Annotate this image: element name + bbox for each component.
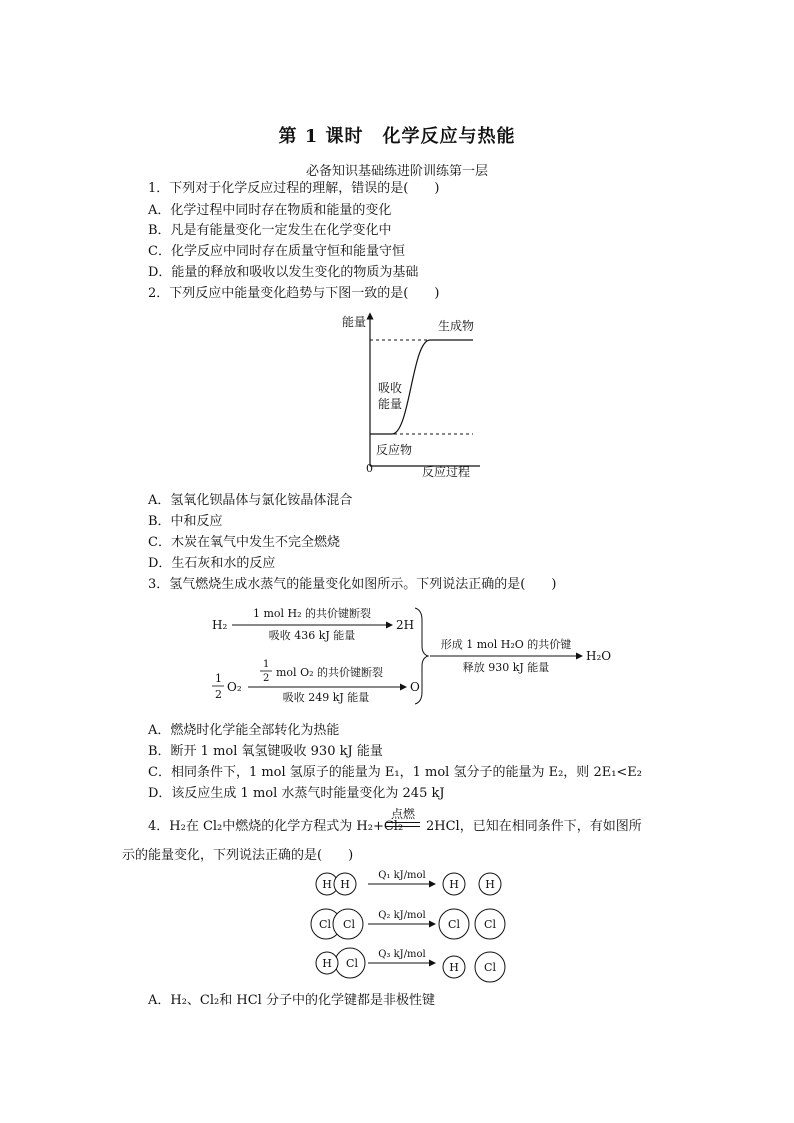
cl-atom-2-label: Cl	[343, 918, 355, 931]
o-label: O	[410, 680, 420, 694]
q3-label: Q₃ kJ/mol	[378, 949, 426, 960]
hcl-cl-atom-label: Cl	[346, 957, 358, 970]
q1-option-b: B．凡是有能量变化一定发生在化学变化中	[148, 223, 392, 238]
two-h-label: 2H	[396, 618, 415, 632]
q3-option-b: B．断开 1 mol 氧氢键吸收 930 kJ 能量	[148, 744, 383, 759]
h2-arrow-lower-text: 吸收 436 kJ 能量	[268, 629, 356, 642]
half-numerator: 1	[215, 672, 222, 685]
q1-option-a: A．化学过程中同时存在物质和能量的变化	[148, 203, 392, 218]
reactants-label: 反应物	[376, 443, 413, 457]
q3-option-d: D．该反应生成 1 mol 水蒸气时能量变化为 245 kJ	[148, 786, 445, 801]
q1-label: Q₁ kJ/mol	[378, 870, 426, 881]
q1-option-c: C．化学反应中同时存在质量守恒和能量守恒	[148, 244, 405, 259]
absorb-label-1: 吸收	[378, 381, 403, 395]
h2-label: H₂	[212, 618, 228, 632]
page-title: 第 1 课时 化学反应与热能	[278, 126, 516, 147]
cl-atom-3-label: Cl	[448, 918, 460, 931]
q4-equation-bar-bottom	[386, 826, 420, 827]
q4-stem-line-2: 示的能量变化，下列说法正确的是( )	[122, 848, 354, 863]
section-subtitle: 必备知识基础练进阶训练第一层	[305, 164, 488, 179]
cl-atom-4-label: Cl	[484, 918, 496, 931]
o2-arrow-upper-text: mol O₂ 的共价键断裂	[276, 666, 383, 679]
cl-atom-1-label: Cl	[319, 918, 331, 931]
q4-stem-part-1: 4．H₂在 Cl₂中燃烧的化学方程式为 H₂+Cl₂	[148, 819, 404, 834]
cl-atom-5-label: Cl	[484, 961, 496, 974]
energy-diagram	[330, 308, 490, 483]
origin-label: 0	[366, 462, 373, 475]
q2-label: Q₂ kJ/mol	[378, 910, 426, 921]
q2-stem: 2．下列反应中能量变化趋势与下图一致的是( )	[148, 286, 440, 301]
h-atom-2-label: H	[340, 878, 350, 891]
o2-half-numerator: 1	[263, 659, 270, 670]
q3-stem: 3．氢气燃烧生成水蒸气的能量变化如图所示。下列说法正确的是( )	[148, 577, 557, 592]
q4-reaction-condition: 点燃	[390, 807, 415, 821]
q2-option-a: A．氢氧化钡晶体与氯化铵晶体混合	[148, 493, 353, 508]
h2o-label: H₂O	[586, 649, 612, 663]
q1-stem: 1．下列对于化学反应过程的理解，错误的是( )	[148, 181, 440, 196]
y-axis-label: 能量	[342, 315, 367, 329]
q3-option-c: C．相同条件下，1 mol 氢原子的能量为 E₁，1 mol 氢分子的能量为 E₂，则 2E₁<E₂	[148, 765, 643, 780]
h-atom-3-label: H	[449, 878, 459, 891]
q1-option-d: D．能量的释放和吸收以发生变化的物质为基础	[148, 265, 419, 280]
o2-arrow-lower-text: 吸收 249 kJ 能量	[282, 691, 370, 704]
q4-option-a: A．H₂、Cl₂和 HCl 分子中的化学键都是非极性键	[148, 993, 435, 1008]
q2-option-d: D．生石灰和水的反应	[148, 556, 276, 571]
o2-half-denominator: 2	[263, 673, 270, 684]
x-axis-label: 反应过程	[422, 465, 471, 479]
q3-option-a: A．燃烧时化学能全部转化为热能	[148, 723, 340, 738]
half-denominator: 2	[215, 688, 222, 701]
bond-energy-diagram	[310, 866, 510, 986]
h2o-arrow-upper-text: 形成 1 mol H₂O 的共价键	[440, 638, 572, 651]
h-atom-5-label: H	[449, 961, 459, 974]
h2-arrow-upper-text: 1 mol H₂ 的共价键断裂	[252, 607, 372, 620]
h2o-arrow-lower-text: 释放 930 kJ 能量	[462, 661, 550, 674]
o2-label: O₂	[227, 680, 242, 694]
products-label: 生成物	[438, 319, 475, 333]
q2-option-b: B．中和反应	[148, 514, 223, 529]
hydrogen-combustion-diagram	[200, 598, 630, 713]
h-atom-1-label: H	[322, 878, 332, 891]
h-atom-4-label: H	[485, 878, 495, 891]
q2-option-c: C．木炭在氧气中发生不完全燃烧	[148, 535, 340, 550]
q4-stem-part-2: 2HCl，已知在相同条件下，有如图所	[426, 819, 642, 834]
q4-equation-bar-top	[386, 822, 420, 823]
absorb-label-2: 能量	[378, 397, 403, 411]
hcl-h-atom-label: H	[322, 957, 332, 970]
